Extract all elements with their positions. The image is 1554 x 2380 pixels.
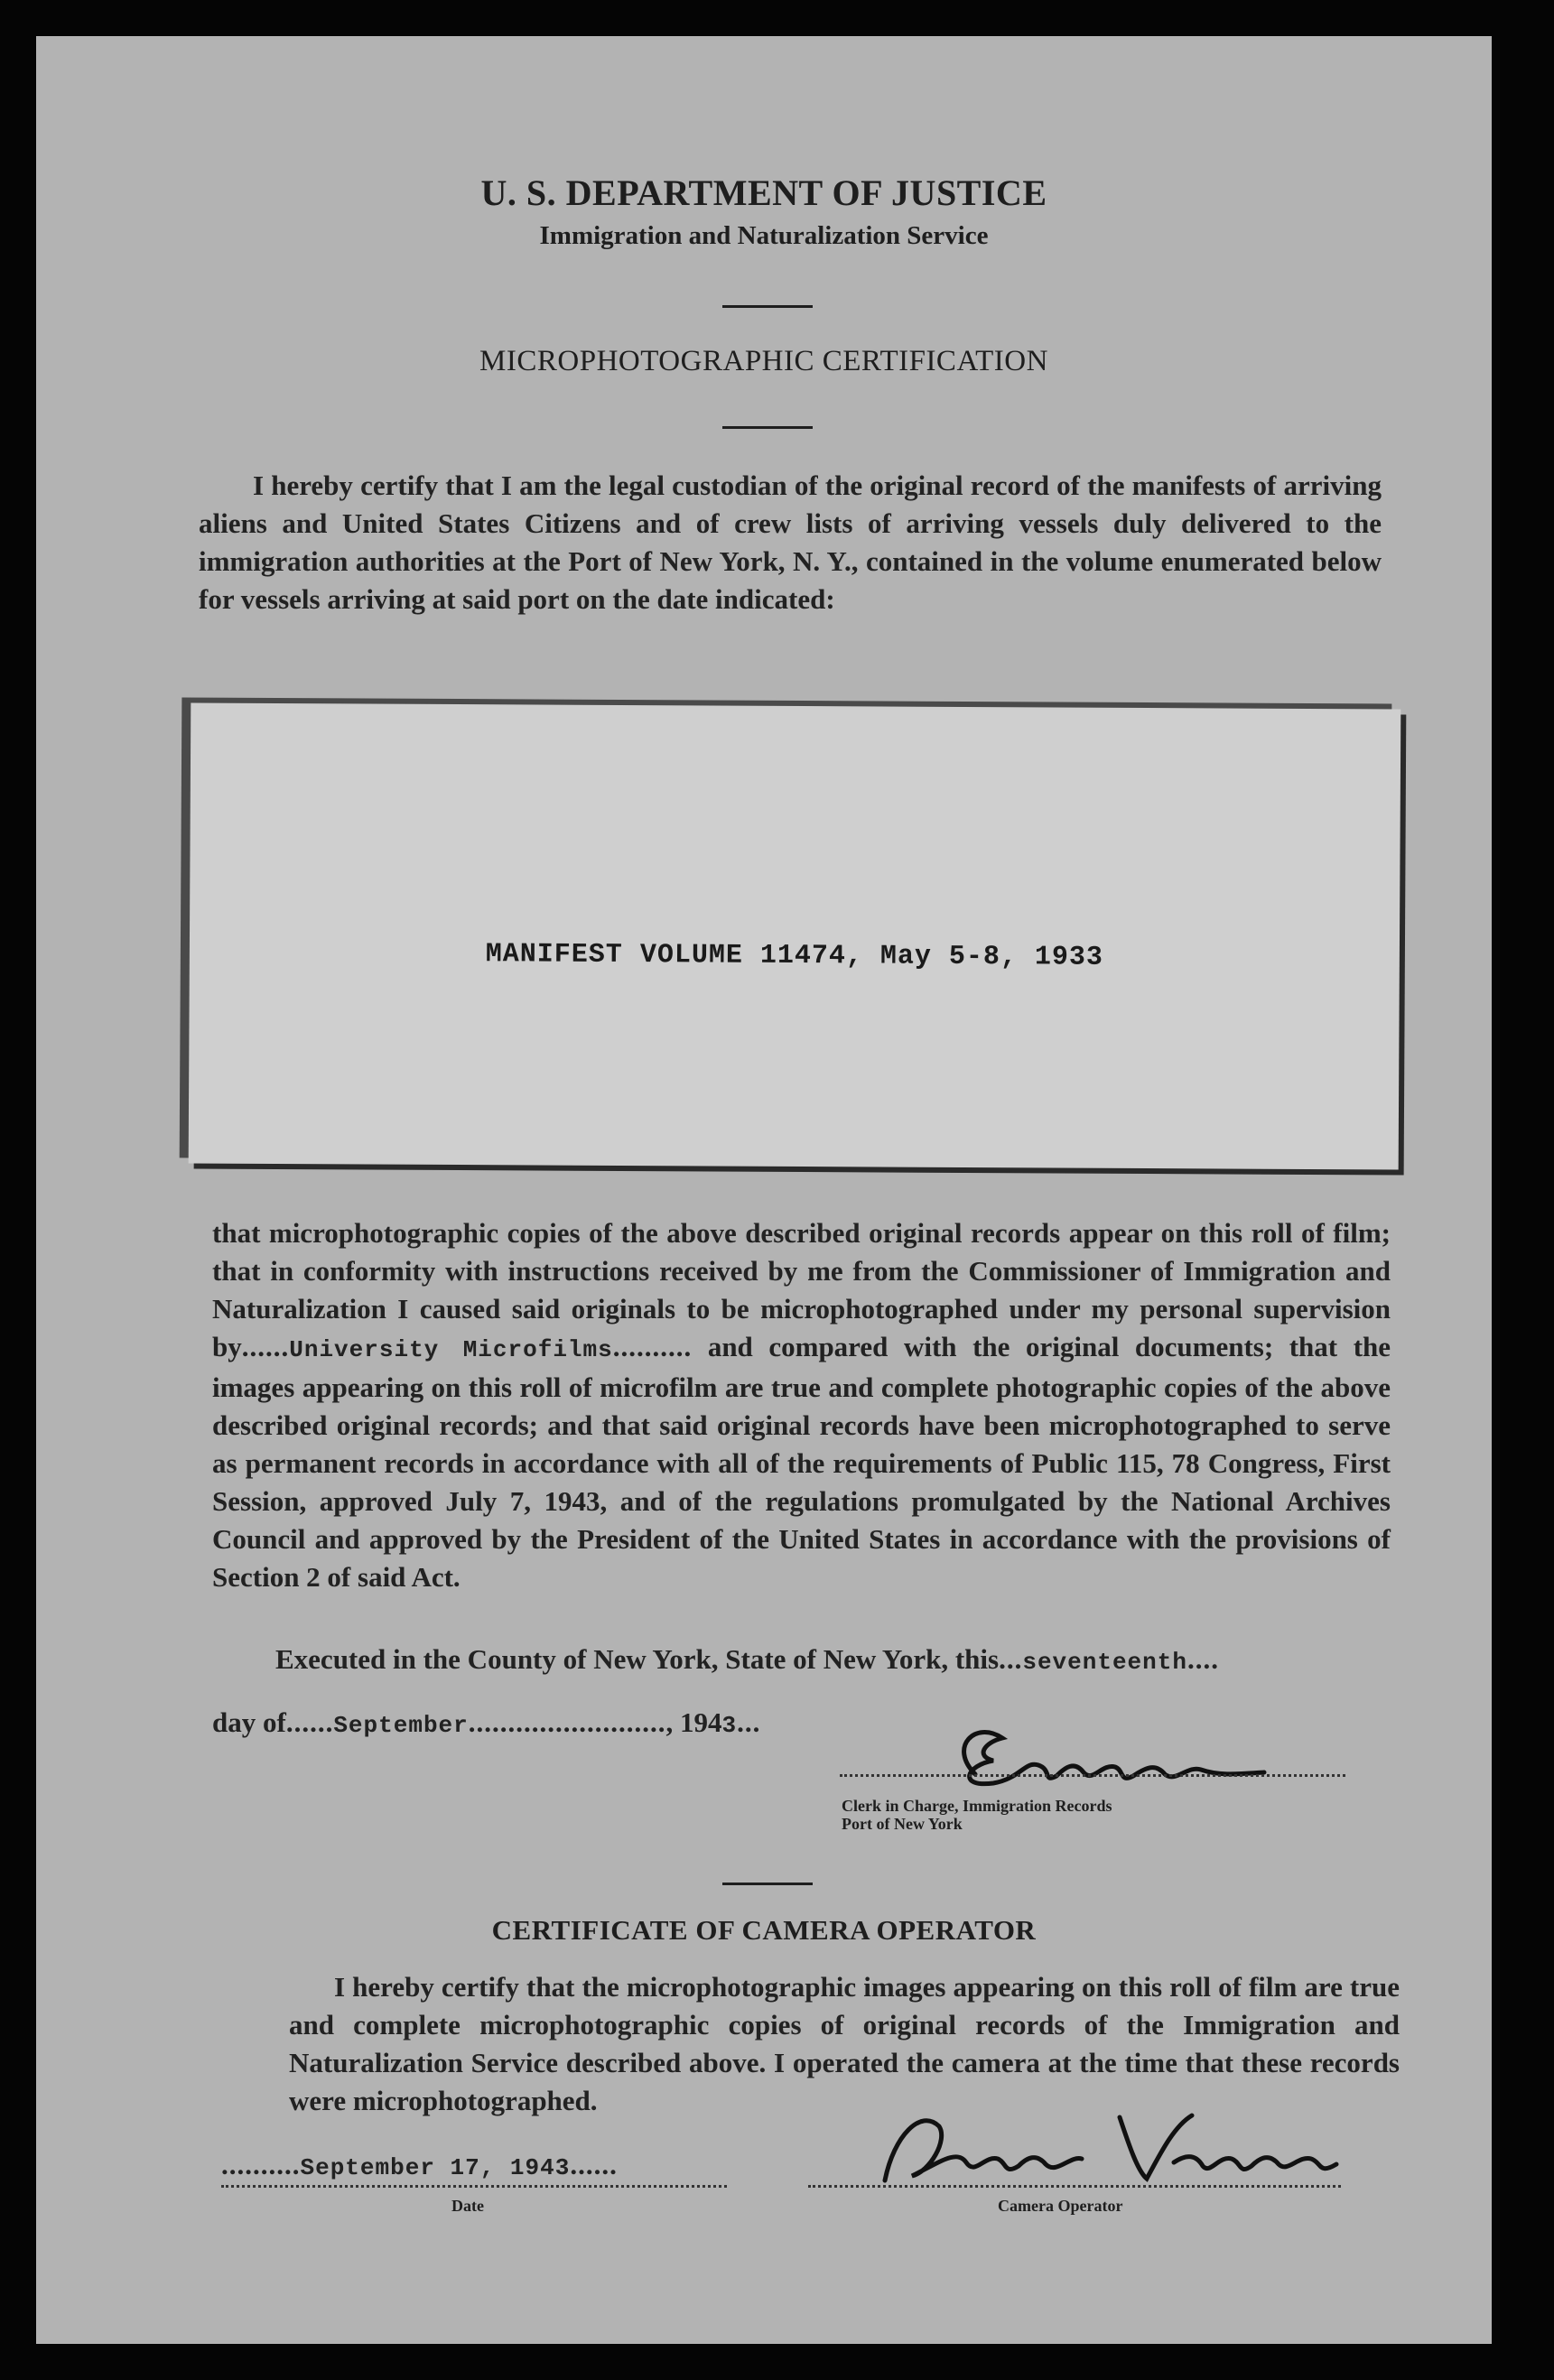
divider-rule: [722, 426, 813, 429]
executed-line: Executed in the County of New York, State of New York, this...seventeenth....: [275, 1643, 1219, 1676]
microphotography-paragraph: that microphotographic copies of the above described original records appear on this roll of film; that in conformity with instructions received by me from the Commissioner of Immigration and Naturalization I caused said originals to be microphotographed under my personal supervision by......University Microfilms.......... and compared with the original documents; that the images appearing on this roll of microfilm are true and complete photographic copies of the above described original records; and that said original records have been microphotographed to serve as permanent records in accordance with all of the requirements of Public 115, 78 Congress, First Session, approved July 7, 1943, and of the regulations promulgated by the National Archives Council and approved by the President of the United States in accordance with the provisions of Section 2 of said Act.: [212, 1217, 1391, 1593]
camera-date-fill: September 17, 1943: [300, 2154, 571, 2181]
year-fill: 3: [721, 1712, 738, 1739]
date-line: day of......September........................., 1943...: [212, 1706, 761, 1739]
camera-operator-heading: CERTIFICATE OF CAMERA OPERATOR: [491, 1914, 1037, 1946]
camera-operator-signature: [849, 2099, 1354, 2199]
camera-operator-paragraph: I hereby certify that the microphotographic images appearing on this roll of film are true and complete microphotographic copies of original records of the Immigration and Naturalization Service described above. I operated the camera at the time that these records were microphotographed.: [289, 1971, 1400, 2116]
year-prefix: , 194: [665, 1706, 722, 1738]
camera-date-line-rule: [221, 2185, 727, 2188]
day-of-label: day of: [212, 1706, 286, 1738]
certification-heading: MICROPHOTOGRAPHIC CERTIFICATION: [479, 345, 1048, 377]
clerk-signature-line: [840, 1774, 1345, 1777]
day-fill: seventeenth: [1022, 1649, 1187, 1676]
supervisor-fill: University Microfilms: [289, 1336, 613, 1363]
manifest-volume-label: MANIFEST VOLUME 11474, May 5-8, 1933: [485, 939, 1104, 973]
paragraph-text: that microphotographic copies of the above described original records appear on this roll of film; that in conformity with instructions received by me from the Commissioner of Immigration and Naturalization I caused said originals to be microphotographed under my personal supervision by: [212, 1217, 1391, 1362]
clerk-title-line2: Port of New York: [842, 1815, 963, 1833]
clerk-title-line1: Clerk in Charge, Immigration Records: [842, 1797, 1112, 1815]
clerk-title: [842, 1797, 1112, 1833]
divider-rule: [722, 1883, 813, 1885]
paragraph-text: and compared with the original documents; that the images appearing on this roll of microfilm are true and complete photographic copies of the above described original records; and that said original records have been microphotographed to serve as permanent records in accordance with all of the requirements of Public 115, 78 Congress, First Session, approved July 7, 1943, and of the regulations promulgated by the National Archives Council and approved by the President of the United States in accordance with the provisions of Section 2 of said Act.: [212, 1331, 1391, 1593]
service-subtitle: Immigration and Naturalization Service: [539, 221, 989, 250]
certificate-sheet: [36, 36, 1492, 2344]
manifest-label-card: [189, 702, 1401, 1169]
executed-text: Executed in the County of New York, State of New York, this: [275, 1643, 1000, 1675]
month-fill: September: [333, 1712, 469, 1739]
clerk-signature: [939, 1711, 1318, 1801]
date-label: Date: [451, 2197, 484, 2215]
department-title: U. S. DEPARTMENT OF JUSTICE: [480, 172, 1047, 213]
divider-rule: [722, 305, 813, 308]
custodian-paragraph: I hereby certify that I am the legal custodian of the original record of the manifests of arriving aliens and United States Citizens and of crew lists of arriving vessels duly delivered to the immigration authorities at the Port of New York, N. Y., contained in the volume enumerated below for vessels arriving at said port on the date indicated:: [199, 469, 1382, 615]
camera-date-line: ..........September 17, 1943......: [221, 2149, 618, 2181]
camera-operator-signature-line: [808, 2185, 1341, 2188]
camera-operator-label: Camera Operator: [998, 2197, 1123, 2215]
